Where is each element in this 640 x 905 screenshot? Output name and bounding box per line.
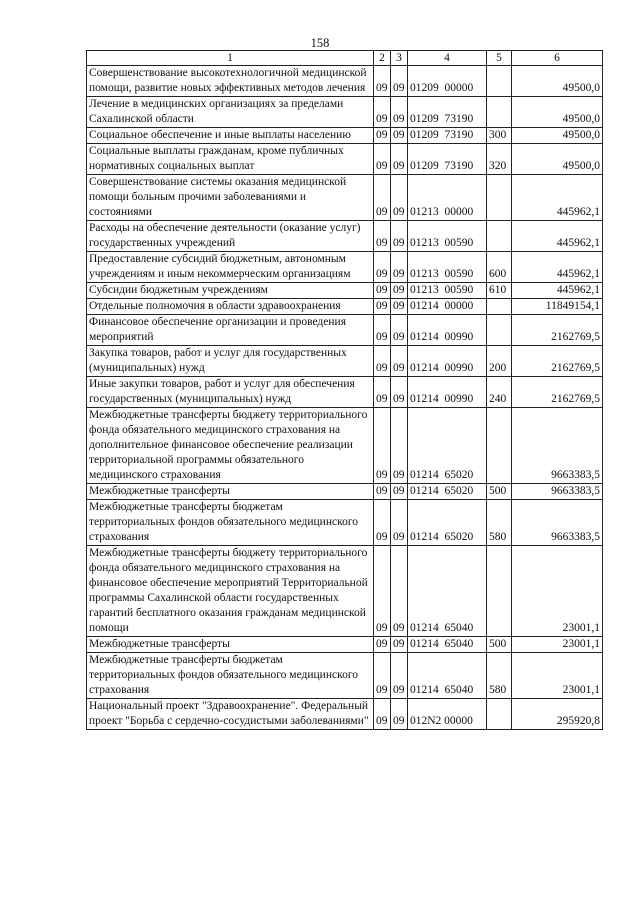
row-expense-type-cell — [487, 699, 512, 730]
table-row — [87, 66, 603, 97]
row-expense-type-cell — [487, 299, 512, 315]
page-number: 158 — [310, 36, 330, 50]
budget-table — [86, 50, 603, 730]
row-expense-type-cell: 300 — [487, 128, 512, 144]
row-section-cell: 09 — [374, 299, 391, 315]
row-target-article-cell: 01214 00990 — [408, 377, 487, 408]
table-row — [87, 546, 603, 637]
row-amount-cell: 2162769,5 — [512, 377, 603, 408]
row-expense-type-cell: 580 — [487, 653, 512, 699]
row-name-cell: Финансовое обеспечение организации и проведения мероприятий — [87, 315, 374, 346]
table-row — [87, 653, 603, 699]
row-subsection-cell: 09 — [391, 175, 408, 221]
row-target-article-cell: 01214 65020 — [408, 408, 487, 484]
row-name-cell: Межбюджетные трансферты бюджету территориального фонда обязательного медицинского страхования на финансовое обеспечение мероприятий Территориальной программы Сахалинской области государственных гарантий бесплатного оказания гражданам медицинской помощи — [87, 546, 374, 637]
row-target-article-cell: 01214 65040 — [408, 546, 487, 637]
row-subsection-cell: 09 — [391, 699, 408, 730]
row-section-cell: 09 — [374, 144, 391, 175]
row-section-cell: 09 — [374, 500, 391, 546]
table-row — [87, 221, 603, 252]
row-amount-cell: 9663383,5 — [512, 500, 603, 546]
row-amount-cell: 445962,1 — [512, 283, 603, 299]
row-amount-cell: 23001,1 — [512, 653, 603, 699]
header-col-6: 6 — [512, 51, 603, 66]
row-amount-cell: 49500,0 — [512, 144, 603, 175]
row-amount-cell: 445962,1 — [512, 221, 603, 252]
row-name-cell: Иные закупки товаров, работ и услуг для обеспечения государственных (муниципальных) нужд — [87, 377, 374, 408]
row-expense-type-cell: 600 — [487, 252, 512, 283]
table-row — [87, 484, 603, 500]
row-section-cell: 09 — [374, 221, 391, 252]
row-amount-cell: 11849154,1 — [512, 299, 603, 315]
row-target-article-cell: 01209 00000 — [408, 66, 487, 97]
row-amount-cell: 49500,0 — [512, 66, 603, 97]
header-col-3: 3 — [391, 51, 408, 66]
row-name-cell: Межбюджетные трансферты — [87, 484, 374, 500]
table-row — [87, 346, 603, 377]
table-row — [87, 377, 603, 408]
row-amount-cell: 2162769,5 — [512, 315, 603, 346]
row-subsection-cell: 09 — [391, 637, 408, 653]
header-col-2: 2 — [374, 51, 391, 66]
row-name-cell: Социальное обеспечение и иные выплаты населению — [87, 128, 374, 144]
row-expense-type-cell — [487, 66, 512, 97]
row-subsection-cell: 09 — [391, 283, 408, 299]
row-section-cell: 09 — [374, 653, 391, 699]
row-subsection-cell: 09 — [391, 97, 408, 128]
table-row — [87, 299, 603, 315]
row-section-cell: 09 — [374, 699, 391, 730]
row-subsection-cell: 09 — [391, 377, 408, 408]
row-expense-type-cell — [487, 221, 512, 252]
row-subsection-cell: 09 — [391, 346, 408, 377]
row-expense-type-cell: 500 — [487, 637, 512, 653]
row-section-cell: 09 — [374, 484, 391, 500]
row-name-cell: Закупка товаров, работ и услуг для государственных (муниципальных) нужд — [87, 346, 374, 377]
table-row — [87, 283, 603, 299]
row-amount-cell: 295920,8 — [512, 699, 603, 730]
row-expense-type-cell — [487, 315, 512, 346]
row-name-cell: Межбюджетные трансферты бюджетам территориальных фондов обязательного медицинского страхования — [87, 500, 374, 546]
row-expense-type-cell — [487, 408, 512, 484]
row-subsection-cell: 09 — [391, 500, 408, 546]
row-expense-type-cell: 500 — [487, 484, 512, 500]
header-col-1: 1 — [87, 51, 374, 66]
row-name-cell: Национальный проект "Здравоохранение". Федеральный проект "Борьба с сердечно-сосудистыми заболеваниями" — [87, 699, 374, 730]
header-col-5: 5 — [487, 51, 512, 66]
row-section-cell: 09 — [374, 637, 391, 653]
table-row — [87, 315, 603, 346]
row-subsection-cell: 09 — [391, 408, 408, 484]
row-subsection-cell: 09 — [391, 221, 408, 252]
row-name-cell: Межбюджетные трансферты бюджету территориального фонда обязательного медицинского страхования на дополнительное финансовое обеспечение реализации территориальной программы обязательного медицинского страхования — [87, 408, 374, 484]
row-name-cell: Расходы на обеспечение деятельности (оказание услуг) государственных учреждений — [87, 221, 374, 252]
row-section-cell: 09 — [374, 315, 391, 346]
row-subsection-cell: 09 — [391, 546, 408, 637]
row-target-article-cell: 01209 73190 — [408, 128, 487, 144]
row-target-article-cell: 01213 00000 — [408, 175, 487, 221]
row-expense-type-cell: 240 — [487, 377, 512, 408]
row-target-article-cell: 01213 00590 — [408, 252, 487, 283]
table-row — [87, 699, 603, 730]
row-amount-cell: 445962,1 — [512, 175, 603, 221]
row-amount-cell: 9663383,5 — [512, 408, 603, 484]
row-name-cell: Социальные выплаты гражданам, кроме публичных нормативных социальных выплат — [87, 144, 374, 175]
table-row — [87, 500, 603, 546]
header-col-4: 4 — [408, 51, 487, 66]
row-target-article-cell: 01214 00000 — [408, 299, 487, 315]
row-subsection-cell: 09 — [391, 144, 408, 175]
row-expense-type-cell — [487, 97, 512, 128]
row-section-cell: 09 — [374, 346, 391, 377]
row-name-cell: Межбюджетные трансферты — [87, 637, 374, 653]
row-target-article-cell: 012N2 00000 — [408, 699, 487, 730]
row-section-cell: 09 — [374, 377, 391, 408]
row-section-cell: 09 — [374, 546, 391, 637]
row-target-article-cell: 01214 65040 — [408, 653, 487, 699]
row-section-cell: 09 — [374, 128, 391, 144]
row-expense-type-cell: 580 — [487, 500, 512, 546]
row-target-article-cell: 01214 00990 — [408, 346, 487, 377]
row-name-cell: Предоставление субсидий бюджетным, автономным учреждениям и иным некоммерческим организациям — [87, 252, 374, 283]
table-row — [87, 175, 603, 221]
row-section-cell: 09 — [374, 283, 391, 299]
row-subsection-cell: 09 — [391, 128, 408, 144]
table-row — [87, 252, 603, 283]
row-section-cell: 09 — [374, 66, 391, 97]
row-subsection-cell: 09 — [391, 66, 408, 97]
row-target-article-cell: 01213 00590 — [408, 221, 487, 252]
table-row — [87, 128, 603, 144]
row-target-article-cell: 01214 65020 — [408, 484, 487, 500]
row-amount-cell: 49500,0 — [512, 128, 603, 144]
table-row — [87, 408, 603, 484]
table-header-row — [87, 51, 603, 66]
row-name-cell: Субсидии бюджетным учреждениям — [87, 283, 374, 299]
table-row — [87, 97, 603, 128]
row-expense-type-cell: 320 — [487, 144, 512, 175]
row-target-article-cell: 01214 65040 — [408, 637, 487, 653]
row-subsection-cell: 09 — [391, 653, 408, 699]
row-expense-type-cell: 610 — [487, 283, 512, 299]
table-row — [87, 144, 603, 175]
row-name-cell: Совершенствование системы оказания медицинской помощи больным прочими заболеваниями и состояниями — [87, 175, 374, 221]
row-section-cell: 09 — [374, 175, 391, 221]
row-amount-cell: 2162769,5 — [512, 346, 603, 377]
row-amount-cell: 9663383,5 — [512, 484, 603, 500]
row-expense-type-cell — [487, 175, 512, 221]
row-section-cell: 09 — [374, 97, 391, 128]
row-target-article-cell: 01209 73190 — [408, 144, 487, 175]
table-row — [87, 637, 603, 653]
row-amount-cell: 445962,1 — [512, 252, 603, 283]
row-section-cell: 09 — [374, 252, 391, 283]
row-expense-type-cell — [487, 546, 512, 637]
row-amount-cell: 23001,1 — [512, 637, 603, 653]
row-section-cell: 09 — [374, 408, 391, 484]
row-subsection-cell: 09 — [391, 299, 408, 315]
row-name-cell: Лечение в медицинских организациях за пределами Сахалинской области — [87, 97, 374, 128]
row-name-cell: Отдельные полномочия в области здравоохранения — [87, 299, 374, 315]
row-subsection-cell: 09 — [391, 484, 408, 500]
row-expense-type-cell: 200 — [487, 346, 512, 377]
row-amount-cell: 49500,0 — [512, 97, 603, 128]
row-target-article-cell: 01214 65020 — [408, 500, 487, 546]
row-target-article-cell: 01209 73190 — [408, 97, 487, 128]
row-target-article-cell: 01213 00590 — [408, 283, 487, 299]
row-name-cell: Совершенствование высокотехнологичной медицинской помощи, развитие новых эффективных методов лечения — [87, 66, 374, 97]
row-subsection-cell: 09 — [391, 252, 408, 283]
row-amount-cell: 23001,1 — [512, 546, 603, 637]
row-subsection-cell: 09 — [391, 315, 408, 346]
row-target-article-cell: 01214 00990 — [408, 315, 487, 346]
row-name-cell: Межбюджетные трансферты бюджетам территориальных фондов обязательного медицинского страхования — [87, 653, 374, 699]
